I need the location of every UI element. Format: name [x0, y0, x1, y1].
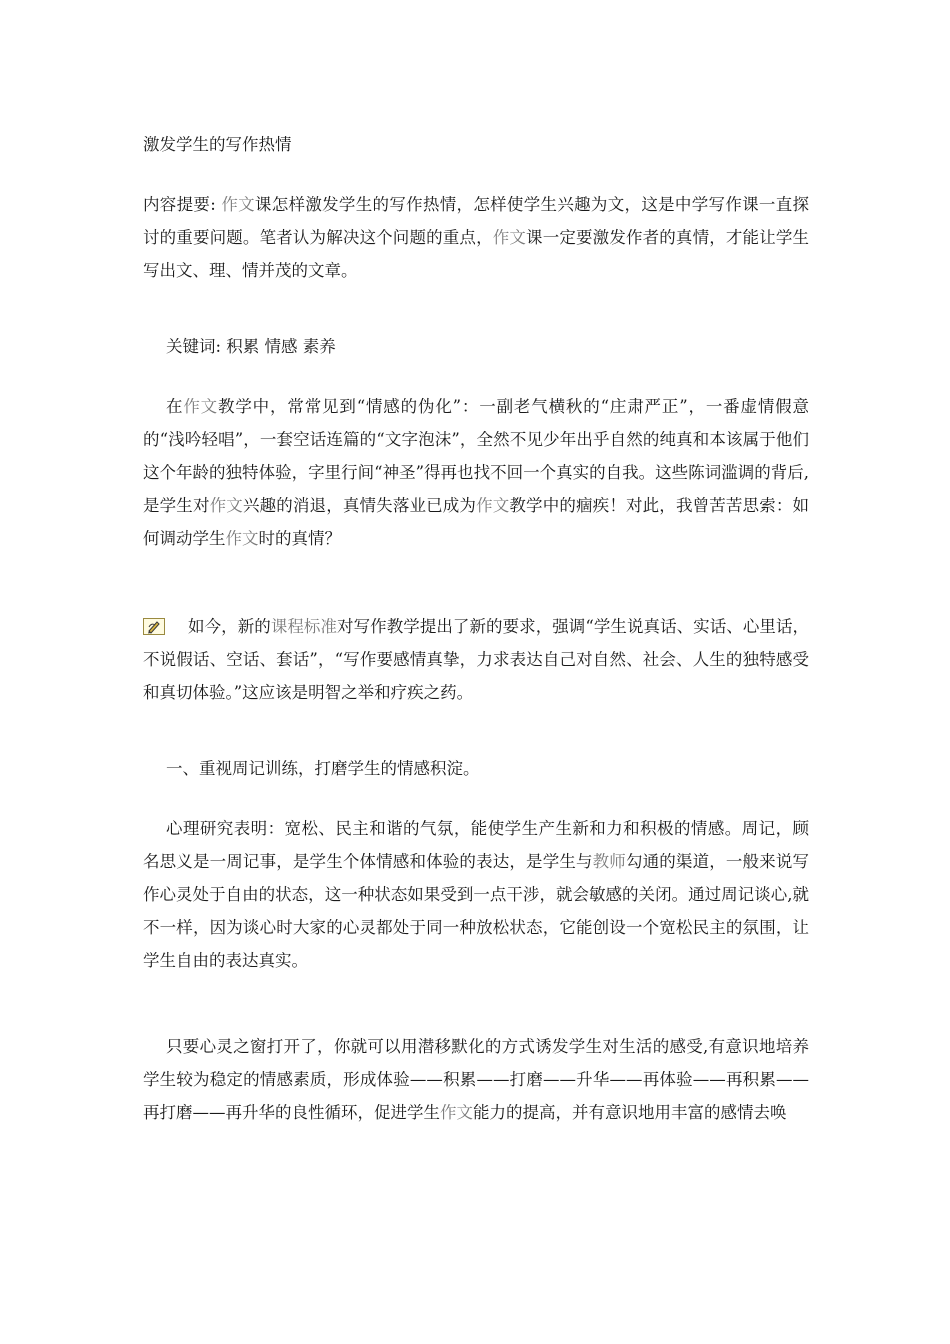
inline-link[interactable]: 作文: [476, 496, 510, 515]
abstract-separator: :: [210, 195, 216, 214]
text-run: 能力的提高，并有意识地用丰富的感情去唤: [473, 1103, 787, 1122]
inline-link[interactable]: 作文: [209, 496, 243, 515]
keywords-separator: :: [215, 337, 222, 356]
inline-link[interactable]: 课程标准: [270, 617, 338, 636]
inline-link[interactable]: 作文: [492, 228, 527, 247]
text-run: 时的真情？: [258, 529, 341, 548]
document-title: 激发学生的写作热情: [143, 135, 292, 154]
inline-link[interactable]: 作文: [221, 195, 255, 214]
abstract-label: 内容提要: [143, 195, 211, 214]
text-run: 只要心灵之窗打开了，你就可以用潜移默化的方式诱发学生对生活的感受,有意识地培养学生较为稳定的情感素质，形成体验——积累——打磨——升华——再体验——再积累——再打磨——再升华的良性循环，促进学生: [143, 1037, 809, 1122]
text-run: 在: [166, 397, 184, 416]
inline-link[interactable]: 教师: [592, 852, 626, 871]
inline-link[interactable]: 作文: [225, 529, 259, 548]
text-run: 教学中，常常见到“情感的伪化”：一副老气横秋的“庄肃严正”，一番虚情假意的“浅吟轻唱”，一套空话连篇的“文字泡沫”，全然不见少年出乎自然的纯真和本该属于他们这个年龄的独特体验，字里行间“神圣”得再也找不回一个真实的自我。这些陈词滥调的背后,是学生对: [143, 397, 810, 515]
inline-link[interactable]: 作文: [183, 397, 219, 416]
text-run: 兴趣的消退，真情失落业已成为: [242, 496, 477, 515]
text-run: 教学中的痼疾！对此，我曾苦苦思索：如何调动学生: [143, 496, 810, 548]
abstract-paragraph: [143, 188, 809, 287]
text-run: 勾通的渠道，一般来说写作心灵处于自由的状态，这一种状态如果受到一点干涉，就会敏感的关闭。通过周记谈心,就不一样，因为谈心时大家的心灵都处于同一种放松状态，它能创设一个宽松民主的氛围，让学生自由的表达真实。: [143, 852, 810, 970]
paragraph-psychology-research: [143, 812, 809, 977]
paragraph-emotion-falsification: [143, 390, 809, 555]
paragraph-curriculum-standard-text: [143, 617, 809, 702]
keywords-label: 关键词: [166, 337, 216, 356]
text-run: 课一定要激发作者的真情，才能让学生写出文、理、情并茂的文章。: [143, 228, 810, 280]
paragraph-heart-window: [143, 1030, 809, 1129]
abstract-body: [143, 195, 809, 280]
keywords-line: [143, 330, 809, 363]
text-run: 对写作教学提出了新的要求，强调“学生说真话、实话、心里话，不说假话、空话、套话”，“写作要感情真挚，力求表达自己对自然、社会、人生的独特感受和真切体验。”这应该是明智之举和疗疾之药。: [143, 617, 810, 702]
paragraph-curriculum-standard: [143, 610, 809, 709]
section-heading-1: 一、重视周记训练，打磨学生的情感积淀。: [166, 759, 480, 778]
text-run: 心理研究表明：宽松、民主和谐的气氛，能使学生产生新和力和积极的情感。周记，顾名思义是一周记事，是学生个体情感和体验的表达，是学生与: [143, 819, 809, 871]
inline-link[interactable]: 作文: [440, 1103, 473, 1122]
keywords-terms: 积累 情感 素养: [221, 337, 336, 356]
text-run: 课怎样激发学生的写作热情，怎样使学生兴趣为文，这是中学写作课一直探讨的重要问题。笔者认为解决这个问题的重点，: [143, 195, 810, 247]
edit-note-icon[interactable]: [143, 618, 165, 635]
text-run: 如今，新的: [188, 617, 271, 636]
